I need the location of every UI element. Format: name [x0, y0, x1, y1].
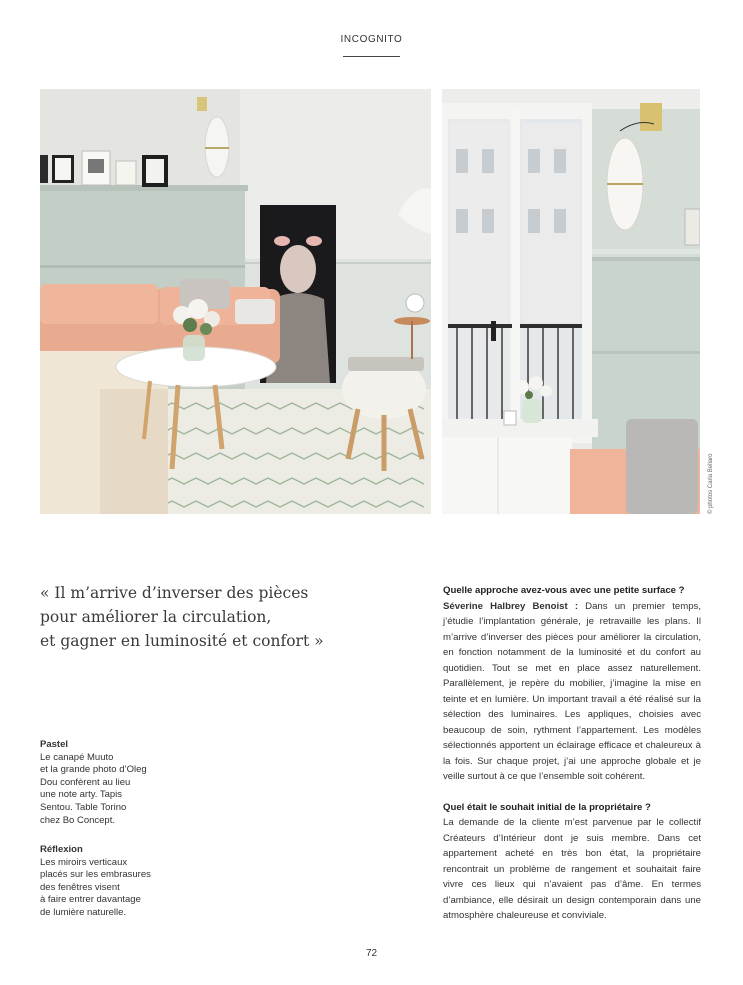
caption-line: Sentou. Table Torino: [40, 801, 127, 813]
caption-line: des fenêtres visent: [40, 881, 120, 893]
interview-question: Quel était le souhait initial de la propriétaire ?: [443, 801, 651, 813]
interview-question: Quelle approche avez-vous avec une petite surface ?: [443, 585, 685, 596]
caption-line: une note arty. Tapis: [40, 789, 123, 801]
quote-line: et gagner en luminosité et confort »: [40, 632, 324, 650]
photo-living-room: [40, 89, 431, 514]
pull-quote: [40, 581, 390, 653]
interview-answer: [443, 599, 701, 785]
page-number: 72: [365, 948, 378, 959]
photo-credit: © photos Carla Bellaro: [708, 453, 714, 514]
quote-line: « Il m’arrive d’inverser des pièces: [40, 584, 309, 602]
caption-title: Pastel: [40, 739, 68, 750]
caption-line: de lumière naturelle.: [40, 906, 127, 918]
caption-line: chez Bo Concept.: [40, 814, 115, 826]
caption-title: Réflexion: [40, 844, 83, 855]
caption-line: Le canapé Muuto: [40, 751, 114, 763]
photo-window-nook: [442, 89, 700, 514]
caption-line: et la grande photo d’Oleg: [40, 764, 147, 776]
quote-line: pour améliorer la circulation,: [40, 608, 272, 626]
caption-pastel: [40, 739, 200, 827]
header-rule: [343, 56, 400, 57]
magazine-section-title: INCOGNITO: [340, 34, 403, 45]
caption-reflexion: [40, 844, 200, 920]
caption-line: Dou confèrent au lieu: [40, 776, 131, 788]
caption-line: à faire entrer davantage: [40, 894, 141, 906]
caption-line: placés sur les embrasures: [40, 869, 151, 881]
paragraph-gap: [443, 785, 701, 800]
answer-text: Dans un premier temps, j’étudie l’implantation générale, je retravaille les plans. Il m’arrive d’inverser des pièces pour améliorer la circulation, en fonction notamment de la luminosité et du confort au quotidien. Tout se met en place assez naturellement. Parallèlement, je repère du mobilier, j’imagine la mise en teinte et en lumière. Un important travail a été réalisé sur la sélection des luminaires. Les appliques, choisies avec beaucoup de soin, rythment l’appartement. Les modèles sélectionnés apportent un éclairage efficace et chaleureux à la fois. Sur chaque projet, j’ai une approche globale et je veille surtout à ce que l’ensemble soit cohérent.: [443, 600, 701, 782]
interview-article: [443, 583, 701, 924]
speaker-name: Séverine Halbrey Benoist :: [443, 600, 579, 612]
interview-answer: La demande de la cliente m’est parvenue par le collectif Créateurs d’Intérieur dont je suis membre. Dans cet appartement acheté en très bon état, la propriétaire rencontrait un problème de rangement et souhaitait faire vivre ces lieux qui n’avaient pas d’âme. En termes d’ambiance, elle désirait un design contemporain dans une atmosphère chaleureuse et conviviale.: [443, 817, 701, 921]
caption-line: Les miroirs verticaux: [40, 856, 128, 868]
